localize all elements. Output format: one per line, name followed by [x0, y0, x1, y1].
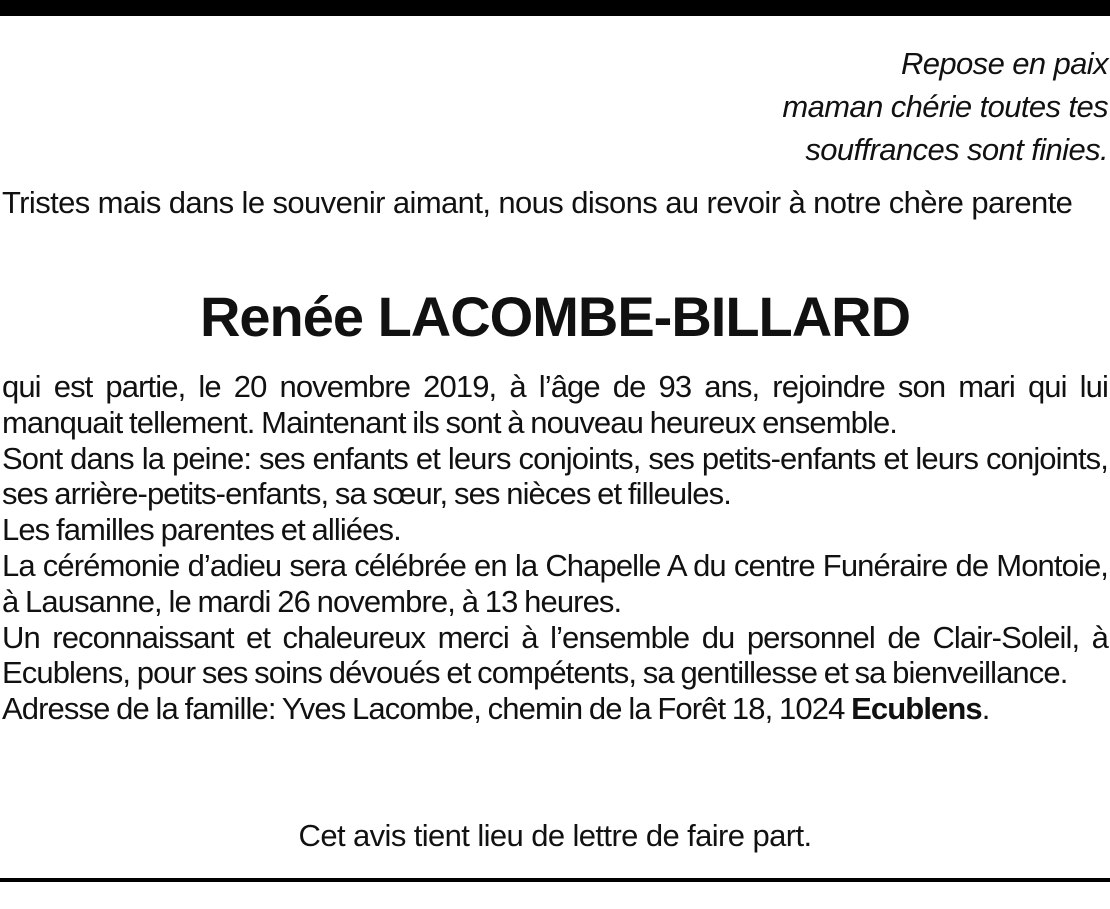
address-prefix: Adresse de la famille: Yves Lacombe, chemin de la Forêt 18, 1024	[2, 691, 852, 727]
notice-body	[2, 369, 1108, 727]
death-paragraph: qui est partie, le 20 novembre 2019, à l’âge de 93 ans, rejoindre son mari qui lui manquait tellement. Maintenant ils sont à nouveau heureux ensemble.	[2, 369, 1108, 440]
top-rule	[0, 0, 1110, 16]
mourners-paragraph: Sont dans la peine: ses enfants et leurs conjoints, ses petits-enfants et leurs conjoints, ses arrière-petits-enfants, sa sœur, ses nièces et filleules.	[2, 440, 1108, 512]
bottom-rule	[0, 878, 1110, 882]
address-town: Ecublens	[851, 691, 982, 727]
epigraph	[548, 42, 1108, 171]
families-paragraph: Les familles parentes et alliées.	[2, 512, 401, 548]
epigraph-line: maman chérie toutes tes	[782, 89, 1108, 124]
family-address	[2, 691, 1108, 727]
thanks-paragraph: Un reconnaissant et chaleureux merci à l’ensemble du personnel de Clair-Soleil, à Ecublens, pour ses soins dévoués et compétents, sa gentillesse et sa bienveillance.	[2, 619, 1108, 691]
epigraph-line: Repose en paix	[900, 46, 1108, 81]
epigraph-line: souffrances sont finies.	[805, 132, 1108, 167]
closing-line: Cet avis tient lieu de lettre de faire part.	[298, 818, 812, 853]
ceremony-paragraph: La cérémonie d’adieu sera célébrée en la Chapelle A du centre Funéraire de Montoie, à Lausanne, le mardi 26 novembre, à 13 heures.	[2, 547, 1108, 619]
address-suffix: .	[981, 691, 990, 727]
intro-text: Tristes mais dans le souvenir aimant, nous disons au revoir à notre chère parente	[2, 185, 1073, 220]
deceased-name: Renée LACOMBE-BILLARD	[199, 285, 911, 348]
